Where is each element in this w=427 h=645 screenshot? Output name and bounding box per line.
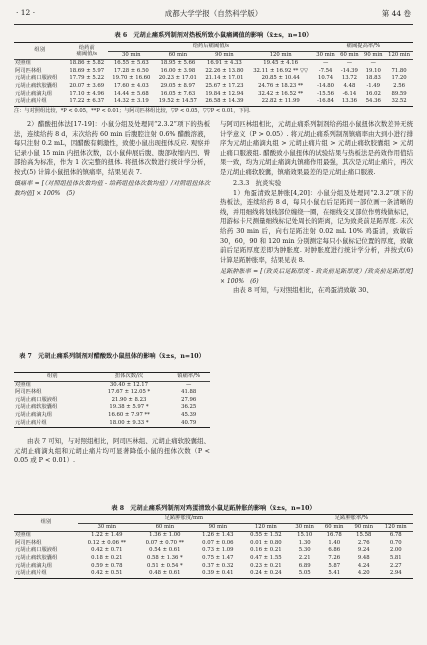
table8-cell: 0.07 ± 0.70 ** <box>145 539 185 546</box>
table6-col-post: 给药后痛阈值/s <box>108 43 314 52</box>
table8-row <box>14 540 413 548</box>
table7-row <box>14 404 210 412</box>
table6-cell: 22.26 ± 13.80 <box>205 67 244 74</box>
table8-cell: 元胡止痛滴丸组 <box>15 562 53 569</box>
table6-cell: 19.45 ± 4.16 <box>263 60 299 67</box>
table6-cell: 19.52 ± 14.57 <box>158 98 197 105</box>
left-column-end <box>14 437 210 466</box>
table6-time-header: 30 min <box>122 51 141 58</box>
table6-cell: 16.55 ± 5.63 <box>113 60 149 67</box>
table6-cell: 元胡止痛滴丸组 <box>15 90 53 97</box>
table8-cell: 0.12 ± 0.06 ** <box>87 539 126 546</box>
table7-cell: 元胡止痛软胶囊组 <box>15 404 58 411</box>
table6 <box>14 42 413 107</box>
table6-cell: 32.52 <box>391 98 407 105</box>
table8-cell: 7.26 <box>328 554 341 561</box>
table8-cell: 0.59 ± 0.78 <box>91 562 123 569</box>
table8-cell: 1.30 <box>298 539 311 546</box>
table8-cell: 0.24 ± 0.24 <box>250 570 282 577</box>
formula-6: 足跖肿胀率 = [（致炎后足跖厚度 - 致炎前足跖厚度）/致炎前足跖厚度] × 100% (6) <box>220 268 413 285</box>
table8-row <box>14 563 413 571</box>
table6-time-header: 60 min <box>168 51 188 58</box>
table8-time-header: 120 min <box>254 523 277 530</box>
table6-cell: 29.05 ± 8.97 <box>160 82 196 89</box>
table8-row <box>14 555 413 563</box>
table7-cell: — <box>186 381 192 388</box>
egg-white-paragraph: 1）角蛋清致足肿胀[4,20]：小鼠分组及处理同“2.3.2”项下的热板法，连续给药 8 d，每只小鼠右后足跖间一部位画一条清晰的线，并用细线将划线部位缠绕一圈，在细线交叉部位作剪线做标记，用游标卡尺测量细线标记处周长的距离，记为致炎前足跖厚度. 末次给药 30 min 后，向右足跖注射 0.02 mL 10% 鸡蛋清，致敏后 30，60，90 和 120 min 分别测定每只小鼠标记位置的厚度，致敏前后足跖厚度差即为肿胀度. 对肿胀度进行统计学分析，并按式(6) 计算足跖肿胀率，结果见表 8. <box>220 188 413 264</box>
table8-cell: 2.00 <box>389 547 402 554</box>
table6-row <box>14 98 413 106</box>
table6-col-group: 组别 <box>14 43 65 60</box>
table7-cell: 45.39 <box>181 411 197 418</box>
table6-cell: -7.54 <box>318 67 333 74</box>
table7-cell: 元胡止痛口服液组 <box>15 396 58 403</box>
table6-cell: 14.44 ± 5.68 <box>113 90 149 97</box>
table7-cell: 27.96 <box>181 396 197 403</box>
table6-cell: 10.74 <box>318 75 334 82</box>
right-column <box>220 120 413 296</box>
table8-cell: 15.10 <box>297 532 313 539</box>
table6-cell: 26.58 ± 14.39 <box>205 98 244 105</box>
table6-cell: 32.42 ± 16.52 ** <box>258 90 304 97</box>
table7-cell: 18.00 ± 9.33 * <box>109 419 149 426</box>
table6-cell: 16.91 ± 4.33 <box>207 60 242 67</box>
table6-cell: 2.56 <box>393 82 405 89</box>
table7-cell: 30.40 ± 12.17 <box>109 381 149 388</box>
table8-time-header: 90 min <box>208 523 228 530</box>
acetic-acid-paragraph: 2）醋酸扭体法[17-19]：小鼠分组及处理同“2.3.2”项下的热板法，连续给药 8 d，末次给药 60 min 后腹腔注射 0.6% 醋酸溶液，每只注射 0.2 mL，因醋酸有刺激性，致使小鼠出现扭体反应. 观察并记录小鼠 15 min 内扭体次数，以小鼠伸展后腹、腹部收缩内凹、臀部抬高为标准，作为 1 次完整的扭体. 将扭体次数进行统计学分析，按式(5) 计算小鼠扭体的镇痛率，结果见表 7. <box>14 120 210 176</box>
left-column <box>14 120 210 198</box>
table7-cell: 41.88 <box>181 389 197 396</box>
table6-row <box>14 83 413 91</box>
table8-cell: 9.48 <box>357 554 370 561</box>
table8-col-rate: 足跖肿胀率/% <box>290 515 413 524</box>
table7-row <box>14 381 210 389</box>
table6-cell: 17.10 ± 4.96 <box>69 90 105 97</box>
volume-label: 第 44 卷 <box>381 9 411 18</box>
table6-col-rate: 痛阈提高率/% <box>314 43 413 52</box>
table7-cell: 阿司匹林组 <box>15 389 42 396</box>
table8-row <box>14 532 413 540</box>
table8-cell: 5.87 <box>328 562 341 569</box>
table8-caption: 表 8 元胡止痛系列制剂对鸡蛋清致小鼠足跖肿胀的影响（x̄±s，n=10） <box>111 505 316 512</box>
table7-row <box>14 420 210 428</box>
table6-cell: 19.10 <box>365 67 381 74</box>
table8-cell: 16.78 <box>326 532 342 539</box>
table6-cell: 20.07 ± 3.69 <box>69 82 105 89</box>
table7-cell: 元胡止痛片组 <box>15 419 47 426</box>
table8-cell: 0.42 ± 0.51 <box>91 570 123 577</box>
table8-cell: 5.81 <box>389 554 402 561</box>
table8-cell: 6.78 <box>389 532 402 539</box>
table8-cell: 0.23 ± 0.21 <box>250 562 282 569</box>
table8-time-header: 30 min <box>97 523 117 530</box>
table8-cell: 4.20 <box>357 570 370 577</box>
table6-cell: 17.79 ± 5.22 <box>69 75 105 82</box>
table6-cell: 18.69 ± 5.97 <box>69 67 105 74</box>
table8-col-group: 组别 <box>14 515 78 532</box>
table8-cell: 0.48 ± 0.61 <box>149 570 181 577</box>
header-rule <box>14 24 413 25</box>
table6-caption: 表 6 元胡止痛系列制剂对热板所致小鼠痛阈值的影响（x̄±s，n=10） <box>114 32 313 39</box>
table8-cell: 0.37 ± 0.32 <box>202 562 234 569</box>
table8-cell: 2.27 <box>389 562 402 569</box>
table6-cell: 21.14 ± 17.01 <box>205 75 244 82</box>
table6-time-header: 90 min <box>215 51 234 58</box>
table8-cell: 5.05 <box>298 570 311 577</box>
table8-time-header: 120 min <box>384 523 407 530</box>
table6-cell: 元胡止痛软胶囊组 <box>15 82 58 89</box>
table6-cell: 18.83 <box>365 75 381 82</box>
table6-cell: 20.23 ± 17.01 <box>158 75 197 82</box>
table7-col-group: 组别 <box>46 373 58 379</box>
table6-cell: 元胡止痛口服液组 <box>15 75 58 82</box>
table6-time-header: 90 min <box>363 51 383 58</box>
table8-cell: 0.51 ± 0.54 * <box>146 562 183 569</box>
table8-cell: 0.73 ± 1.09 <box>202 547 234 554</box>
table7-cell: 21.90 ± 8.23 <box>111 396 147 403</box>
table8-cell: 1.40 <box>328 539 341 546</box>
table8-cell: 0.39 ± 0.41 <box>202 570 234 577</box>
table8-body <box>14 532 413 579</box>
table6-cell: 18.95 ± 5.66 <box>160 60 196 67</box>
table6-time-header: 30 min <box>316 51 335 58</box>
table6-cell: 4.48 <box>343 82 356 89</box>
table7-cell: 元胡止痛滴丸组 <box>15 411 53 418</box>
table8-time-header: 90 min <box>354 523 374 530</box>
table8-cell: 0.16 ± 0.21 <box>250 547 282 554</box>
table8 <box>14 514 413 579</box>
table8-cell: 0.70 <box>389 539 402 546</box>
table6-cell: 19.70 ± 16.60 <box>112 75 151 82</box>
table7-cell: 对照组 <box>15 381 31 388</box>
table8-cell: 6.89 <box>298 562 311 569</box>
table8-cell: 9.24 <box>357 547 370 554</box>
table8-cell: 0.75 ± 1.47 <box>202 554 234 561</box>
table6-cell: 20.85 ± 10.44 <box>261 75 300 82</box>
table8-cell: 1.26 ± 1.43 <box>202 532 234 539</box>
table6-row <box>14 60 413 68</box>
table7 <box>14 372 210 428</box>
table8-cell: 0.54 ± 0.61 <box>149 547 181 554</box>
page-header <box>16 8 411 22</box>
table6-cell: -15.56 <box>317 90 335 97</box>
section-heading: 2.3.3 抗炎实验 <box>233 179 282 188</box>
table6-cell: -6.14 <box>342 90 357 97</box>
table6-row <box>14 68 413 76</box>
table6-cell: 32.11 ± 16.92 ** ▽▽ <box>253 67 309 74</box>
table7-cell: 19.38 ± 5.97 * <box>109 404 149 411</box>
table6-cell: 71.80 <box>391 67 407 74</box>
table8-cell: 5.41 <box>328 570 341 577</box>
table7-conclusion: 由表 7 可知，与对照组相比，阿司匹林组、元胡止痛软胶囊组、元胡止痛滴丸组和元胡止痛片均可显著降低小鼠的扭体次数（P < 0.05 或 P < 0.01）. <box>14 437 210 465</box>
table6-cell: 13.72 <box>341 75 357 82</box>
table6-cell: 14.32 ± 3.19 <box>113 98 149 105</box>
table8-cell: 0.18 ± 0.21 <box>91 554 123 561</box>
table6-cell: 16.02 <box>365 90 381 97</box>
table8-cell: 2.21 <box>298 554 311 561</box>
table8-cell: 1.36 ± 1.00 <box>149 532 181 539</box>
table6-body <box>14 60 413 107</box>
table8-time-header: 60 min <box>324 523 344 530</box>
table6-cell: -16.84 <box>317 98 335 105</box>
table6-cell: 17.28 ± 6.50 <box>113 67 149 74</box>
table8-cell: 元胡止痛片组 <box>15 570 47 577</box>
formula-5: 镇痛率 = [（对照组扭体次数均值 - 给药组扭体次数均值）/对照组扭体次数均值] × 100% (5) <box>14 180 210 197</box>
table7-col-count: 扭体次数/次 <box>114 373 144 379</box>
table8-cell: 15.58 <box>356 532 372 539</box>
table6-cell: -1.49 <box>366 82 381 89</box>
table7-row <box>14 412 210 420</box>
table8-cell: 5.30 <box>298 547 311 554</box>
page-number: · 12 · <box>16 8 36 17</box>
journal-title: 成都大学学报（自然科学版） <box>164 9 263 18</box>
table8-cell: 阿司匹林组 <box>15 539 42 546</box>
table6-cell: 17.60 ± 4.03 <box>113 82 149 89</box>
table8-row <box>14 547 413 555</box>
comparison-paragraph: 与阿司匹林组相比，元胡止痛系列制剂给药组小鼠扭体次数差异无统计学意义（P > 0.05）. 将元胡止痛系列制剂镇痛率由大到小进行排序为元胡止痛滴丸组 > 元胡止痛片组 > 元胡止痛软胶囊组 > 元胡止痛口服液组. 醋酸致小鼠扭体的试验结果与热板法是药效作用值结果一致，均为元胡止痛滴丸镇痛作用最强，其次是元胡止痛片，再次是元胡止痛软胶囊，镇痛效果最差的是元胡止痛口服液. <box>220 120 413 176</box>
table6-cell: — <box>322 60 329 67</box>
table8-cell: 1.22 ± 1.49 <box>91 532 123 539</box>
table6-row <box>14 75 413 83</box>
table6-col-pre: 给药前 痛阈值/s <box>65 43 108 60</box>
table6-cell: 89.59 <box>391 90 407 97</box>
table8-cell: 元胡止痛口服液组 <box>15 547 58 554</box>
table8-cell: 0.58 ± 1.36 * <box>146 554 183 561</box>
table6-cell: 元胡止痛片组 <box>15 98 47 105</box>
table8-time-header: 30 min <box>295 523 314 530</box>
table8-row <box>14 570 413 578</box>
table8-cell: 4.24 <box>357 562 370 569</box>
table8-cell: 0.42 ± 0.71 <box>91 547 123 554</box>
table7-body <box>14 381 210 428</box>
table8-cell: 对照组 <box>15 532 31 539</box>
table7-row <box>14 389 210 397</box>
table8-cell: 0.55 ± 1.52 <box>250 532 282 539</box>
table7-col-rate: 镇痛率/% <box>177 373 201 379</box>
table6-cell: 22.82 ± 11.99 <box>261 98 300 105</box>
table7-cell: 17.67 ± 12.05 * <box>107 389 151 396</box>
table6-cell: 25.67 ± 17.23 <box>205 82 244 89</box>
table7-cell: 40.79 <box>181 419 197 426</box>
table6-cell: 19.84 ± 12.94 <box>205 90 244 97</box>
table6-time-header: 60 min <box>340 51 359 58</box>
table6-note: 注：与对照组比较，*P < 0.05，**P < 0.01；与阿司匹林组比较，▽P < 0.05，▽▽P < 0.01，下同. <box>14 108 251 114</box>
table6-time-header: 120 min <box>269 51 292 58</box>
table8-cell: 6.86 <box>328 547 341 554</box>
table6-row <box>14 91 413 99</box>
table6-cell: 24.76 ± 18.23 ** <box>258 82 304 89</box>
table6-cell: 17.20 <box>391 75 407 82</box>
table6-cell: 16.00 ± 3.98 <box>160 67 196 74</box>
table8-cell: 元胡止痛软胶囊组 <box>15 554 58 561</box>
table6-cell: -14.39 <box>340 67 358 74</box>
table6-time-header: 120 min <box>388 51 411 58</box>
table6-cell: 16.05 ± 7.63 <box>160 90 196 97</box>
table6-cell: 18.86 ± 5.82 <box>69 60 105 67</box>
table8-cell: 2.94 <box>389 570 402 577</box>
table6-cell: 对照组 <box>15 60 31 67</box>
table6-cell: — <box>346 60 353 67</box>
table8-cell: 0.01 ± 0.80 <box>250 539 282 546</box>
table6-cell: 阿司匹林组 <box>15 67 42 74</box>
table8-cell: 2.76 <box>357 539 370 546</box>
table8-col-swelling: 足跖肿胀度/mm <box>78 515 290 524</box>
table8-time-header: 60 min <box>155 523 175 530</box>
table7-cell: 16.60 ± 7.97 ** <box>108 411 150 418</box>
table6-cell: — <box>370 60 376 67</box>
table8-cell: 0.07 ± 0.06 <box>202 539 234 546</box>
table7-cell: 36.25 <box>181 404 197 411</box>
table8-cell: 0.47 ± 1.55 <box>250 554 282 561</box>
table6-cell: -14.80 <box>317 82 335 89</box>
table7-caption: 表 7 元胡止痛系列制剂对醋酸致小鼠扭体的影响（x̄±s，n=10） <box>19 353 205 360</box>
table6-cell: 54.36 <box>365 98 381 105</box>
table6-cell: 17.22 ± 6.37 <box>69 98 105 105</box>
table8-intro: 由表 8 可知，与对照组相比，在鸡蛋清致敏 30、 <box>233 286 373 295</box>
table6-cell: 13.36 <box>341 98 357 105</box>
